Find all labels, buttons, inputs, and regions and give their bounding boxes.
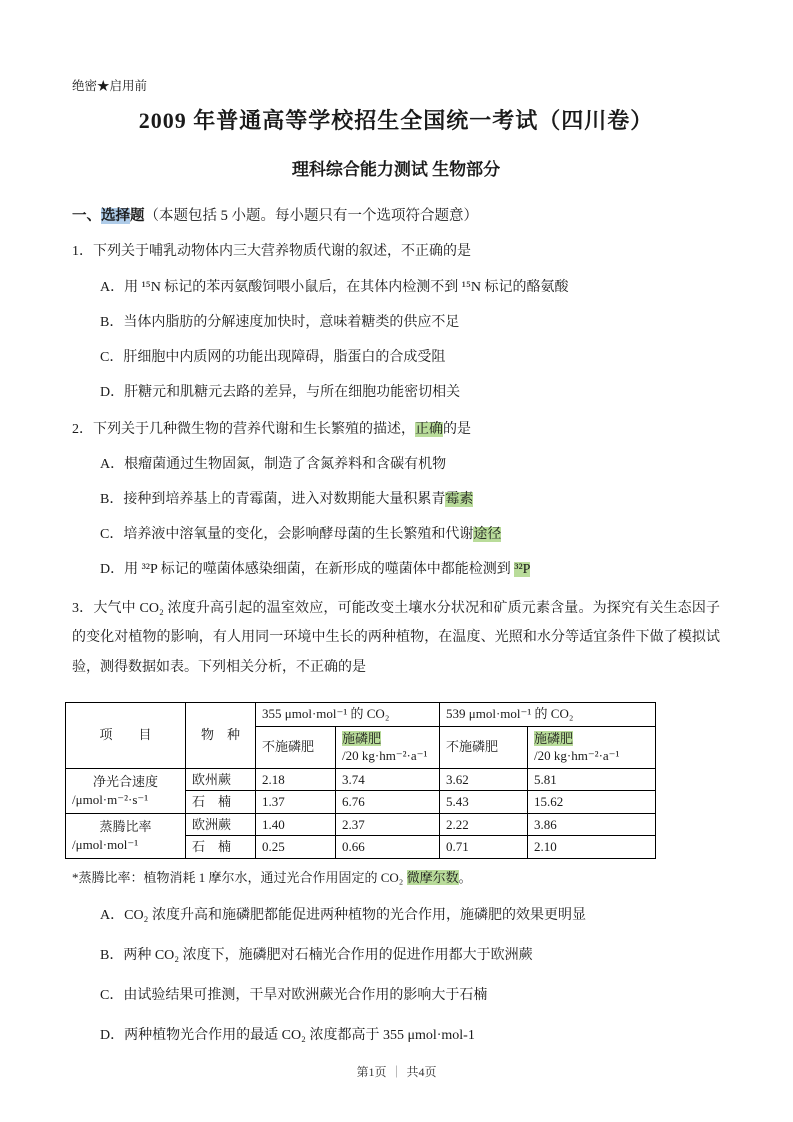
page-title: 2009 年普通高等学校招生全国统一考试（四川卷） <box>138 108 654 133</box>
table-header-no-phosphate-2: 不施磷肥 <box>440 726 528 768</box>
question-1-stem: 1．下列关于哺乳动物体内三大营养物质代谢的叙述，不正确的是 <box>72 244 471 259</box>
question-1-option-d: D．肝糖元和肌糖元去路的差异，与所在细胞功能密切相关 <box>100 384 461 400</box>
question-2-stem-tail: 的是 <box>443 421 471 437</box>
table-header-row-1 <box>66 702 656 726</box>
group-label: 蒸腾比率 <box>99 819 152 835</box>
footnote-highlight: 微摩尔数 <box>406 869 459 885</box>
question-2-option-b <box>100 489 720 510</box>
section-heading <box>72 204 720 225</box>
question-3-option-d: D．两种植物光合作用的最适 CO₂ 浓度都高于 355 μmol·mol-1 <box>100 1027 475 1043</box>
question-2-option-d-highlight: ³²P <box>514 562 531 578</box>
section-name-highlight: 选择 <box>101 208 130 224</box>
question-1-option-c: C．肝细胞中内质网的功能出现障碍，脂蛋白的合成受阻 <box>100 349 446 365</box>
table-footnote <box>72 867 720 886</box>
value-cell: 6.76 <box>336 791 440 814</box>
value-cell: 3.62 <box>440 768 528 791</box>
value-cell: 3.86 <box>528 813 656 836</box>
question-2-option-b-text: B．接种到培养基上的青霉菌，进入对数期能大量积累青 <box>100 492 446 508</box>
total-pages: 共4页 <box>406 1065 437 1079</box>
value-cell: 1.37 <box>256 791 336 814</box>
section-number: 一、 <box>72 208 101 224</box>
value-cell: 5.81 <box>528 768 656 791</box>
group-unit: /μmol·mol⁻¹ <box>72 836 139 852</box>
question-2-stem-highlight: 正确 <box>415 421 443 437</box>
question-2-option-a: A．根瘤菌通过生物固氮，制造了含氮养料和含碳有机物 <box>100 457 447 473</box>
question-2-option-d <box>100 559 720 580</box>
question-1-option-b: B．当体内脂肪的分解速度加快时，意味着糖类的供应不足 <box>100 314 460 330</box>
table-header-co2-355: 355 μmol·mol⁻¹ 的 CO₂ <box>256 702 440 726</box>
footer-divider: ｜ <box>390 1065 403 1079</box>
table-header-phosphate-1 <box>336 726 440 768</box>
table-row <box>66 768 656 791</box>
value-cell: 5.43 <box>440 791 528 814</box>
page-number: 第1页 <box>356 1065 387 1079</box>
question-3-option-a: A．CO₂ 浓度升高和施磷肥都能促进两种植物的光合作用，施磷肥的效果更明显 <box>100 907 586 923</box>
row-group-net-photosynthesis <box>66 768 186 813</box>
phosphate-label-highlight: 施磷肥 <box>342 730 382 746</box>
page-subtitle: 理科综合能力测试 生物部分 <box>291 160 501 179</box>
question-2-option-c <box>100 524 720 545</box>
value-cell: 15.62 <box>528 791 656 814</box>
section-name: 题 <box>130 208 145 224</box>
value-cell: 2.22 <box>440 813 528 836</box>
value-cell: 0.71 <box>440 836 528 859</box>
value-cell: 2.10 <box>528 836 656 859</box>
question-2-option-b-highlight: 霉素 <box>445 492 474 508</box>
value-cell: 2.18 <box>256 768 336 791</box>
question-3-stem: 3．大气中 CO₂ 浓度升高引起的温室效应，可能改变土壤水分状况和矿质元素含量。为探究有关生态因子的变化对植物的影响，有人用同一环境中生长的两种植物，在温度、光照和水分等适宜条件下做了模拟试验，测得数据如表。下列相关分析，不正确的是 <box>72 601 720 675</box>
table-header-co2-539: 539 μmol·mol⁻¹ 的 CO₂ <box>440 702 656 726</box>
phosphate-unit: /20 kg·hm⁻²·a⁻¹ <box>534 748 620 764</box>
page-footer <box>0 1063 793 1080</box>
question-2-option-c-text: C．培养液中溶氧量的变化，会影响酵母菌的生长繁殖和代谢 <box>100 527 474 543</box>
group-label: 净光合速度 <box>92 774 158 790</box>
table-header-phosphate-2 <box>528 726 656 768</box>
question-2-stem <box>72 419 720 441</box>
phosphate-unit: /20 kg·hm⁻²·a⁻¹ <box>342 748 428 764</box>
question-2-option-d-text: D．用 ³²P 标记的噬菌体感染细菌，在新形成的噬菌体中都能检测到 <box>100 562 515 578</box>
phosphate-label-highlight: 施磷肥 <box>534 730 574 746</box>
species-cell: 欧洲蕨 <box>186 813 256 836</box>
species-cell: 石 楠 <box>186 836 256 859</box>
group-unit: /μmol·m⁻²·s⁻¹ <box>72 791 149 807</box>
question-3-option-b: B．两种 CO₂ 浓度下，施磷肥对石楠光合作用的促进作用都大于欧洲蕨 <box>100 947 533 963</box>
footnote-text: *蒸腾比率：植物消耗 1 摩尔水，通过光合作用固定的 CO₂ <box>72 869 407 885</box>
value-cell: 0.25 <box>256 836 336 859</box>
footnote-tail: 。 <box>458 869 472 885</box>
table-row <box>66 813 656 836</box>
species-cell: 欧州蕨 <box>186 768 256 791</box>
row-group-transpiration-ratio <box>66 813 186 858</box>
classification-label: 绝密★启用前 <box>72 79 148 93</box>
table-header-no-phosphate-1: 不施磷肥 <box>256 726 336 768</box>
table-header-item: 项 目 <box>66 702 186 768</box>
question-3-option-c: C．由试验结果可推测，干旱对欧洲蕨光合作用的影响大于石楠 <box>100 987 488 1003</box>
section-description: （本题包括 5 小题。每小题只有一个选项符合题意） <box>144 208 478 224</box>
experiment-data-table <box>65 702 656 859</box>
question-2-stem-text: 2．下列关于几种微生物的营养代谢和生长繁殖的描述， <box>72 421 415 437</box>
table-header-species: 物 种 <box>186 702 256 768</box>
question-2-option-c-highlight: 途径 <box>473 527 502 543</box>
species-cell: 石 楠 <box>186 791 256 814</box>
value-cell: 1.40 <box>256 813 336 836</box>
value-cell: 3.74 <box>336 768 440 791</box>
question-1-option-a: A．用 ¹⁵N 标记的苯丙氨酸饲喂小鼠后，在其体内检测不到 ¹⁵N 标记的酪氨酸 <box>100 279 569 295</box>
value-cell: 2.37 <box>336 813 440 836</box>
value-cell: 0.66 <box>336 836 440 859</box>
